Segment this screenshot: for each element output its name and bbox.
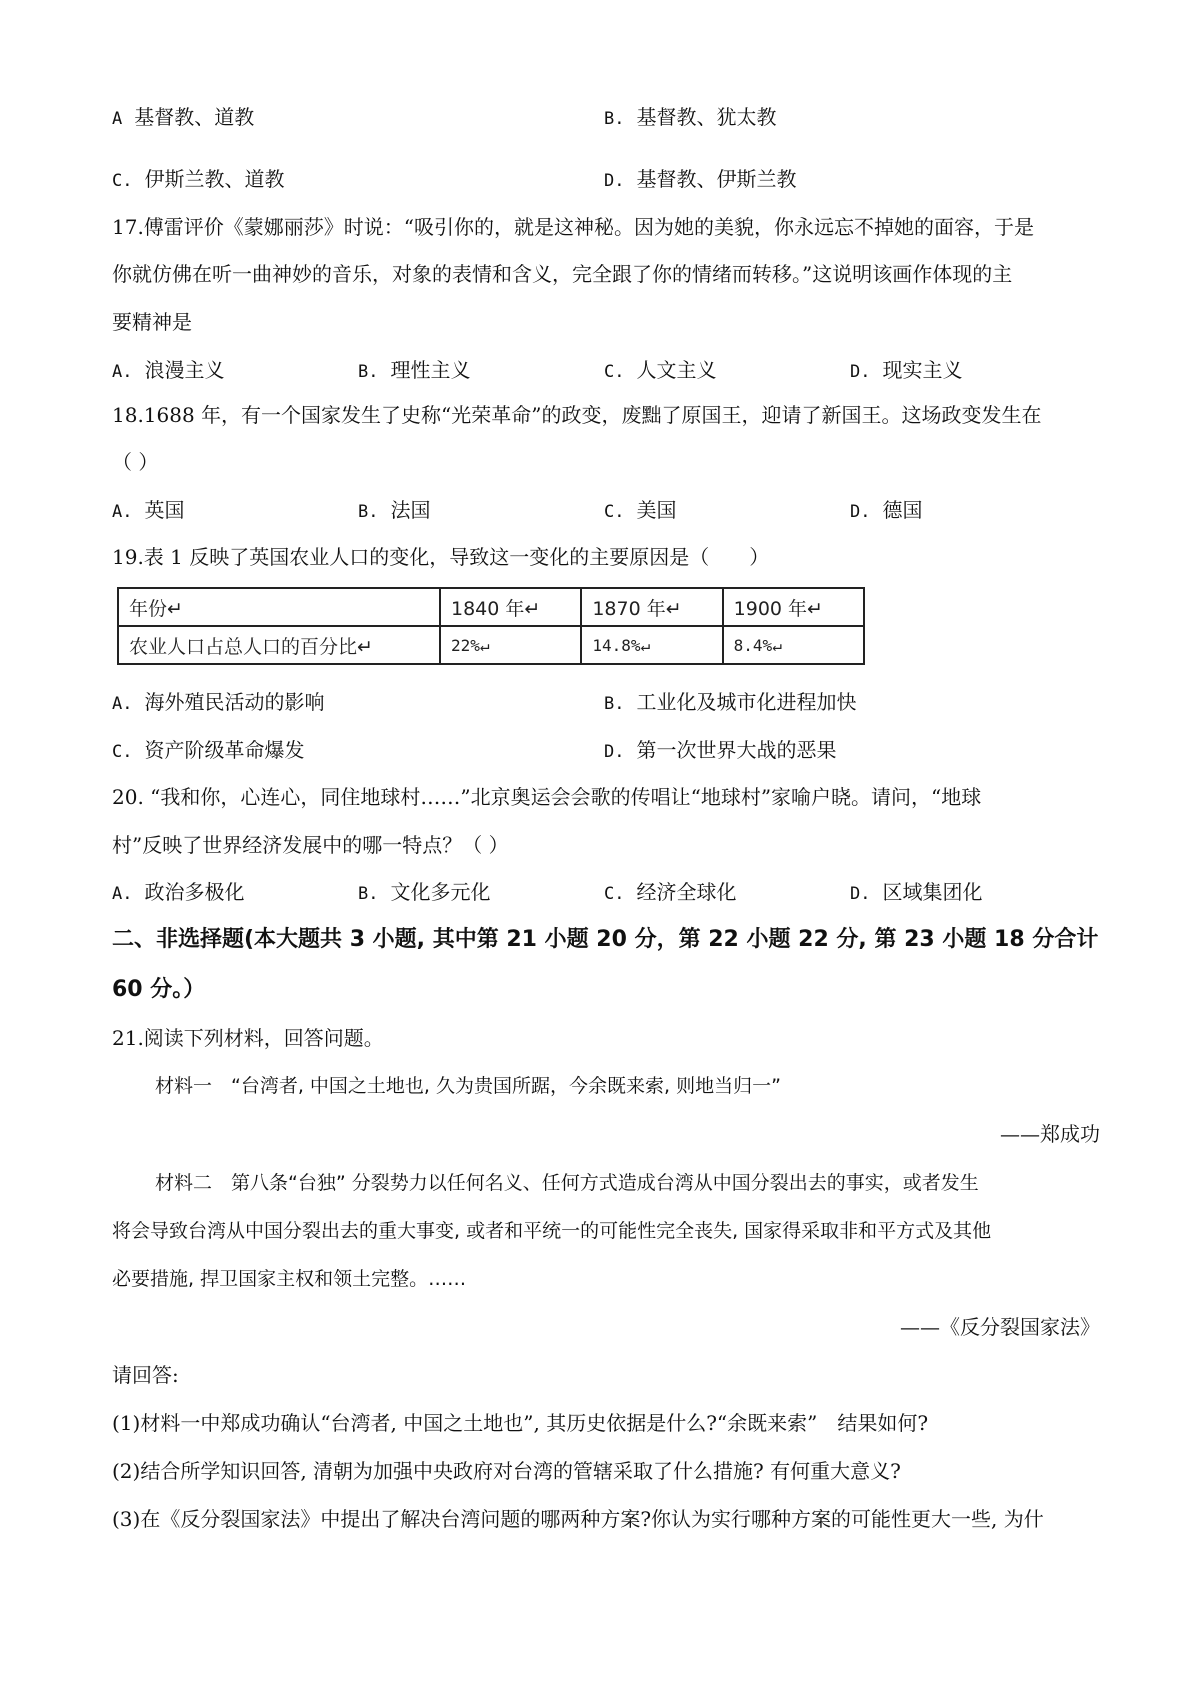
q18-stem-line-2: （ ） — [112, 450, 159, 474]
q19-option-b[interactable]: B. 工业化及城市化进程加快 — [604, 690, 857, 714]
q18-stem-line-1: 18.1688 年，有一个国家发生了史称“光荣革命”的政变，废黜了原国王，迎请了新国王。这场政变发生在 — [112, 403, 1042, 427]
q21-prompt: 请回答: — [112, 1363, 179, 1387]
q17-stem-line-3: 要精神是 — [112, 310, 192, 334]
q21-material-2-line-1: 材料二 第八条“台独” 分裂势力以任何名义、任何方式造成台湾从中国分裂出去的事实，或者发生 — [155, 1172, 979, 1194]
table-cell: 1870 年↵ — [581, 588, 722, 626]
q17-option-b[interactable]: B. 理性主义 — [358, 358, 471, 382]
q19-stem: 19.表 1 反映了英国农业人口的变化，导致这一变化的主要原因是（ ） — [112, 545, 770, 569]
table-header-row — [118, 588, 864, 626]
table-cell: 农业人口占总人口的百分比↵ — [118, 626, 440, 664]
q21-source-2: ——《反分裂国家法》 — [900, 1315, 1100, 1339]
q20-option-d[interactable]: D. 区域集团化 — [850, 880, 983, 904]
q18-option-b[interactable]: B. 法国 — [358, 498, 431, 522]
q16-option-c[interactable]: C. 伊斯兰教、道教 — [112, 167, 285, 191]
q16-option-d[interactable]: D. 基督教、伊斯兰教 — [604, 167, 797, 191]
q21-material-1: 材料一 “台湾者, 中国之土地也, 久为贵国所踞，今余既来索, 则地当归一” — [155, 1075, 781, 1097]
table-cell: 1900 年↵ — [723, 588, 864, 626]
q19-option-a[interactable]: A. 海外殖民活动的影响 — [112, 690, 325, 714]
table-row — [118, 626, 864, 664]
q17-option-c[interactable]: C. 人文主义 — [604, 358, 717, 382]
q17-stem-line-2: 你就仿佛在听一曲神妙的音乐，对象的表情和含义，完全跟了你的情绪而转移。”这说明该画作体现的主 — [112, 262, 1013, 286]
q17-stem-line-1: 17.傅雷评价《蒙娜丽莎》时说：“吸引你的，就是这神秘。因为她的美貌，你永远忘不掉她的面容，于是 — [112, 215, 1035, 239]
table-cell: 年份↵ — [118, 588, 440, 626]
q20-option-b[interactable]: B. 文化多元化 — [358, 880, 491, 904]
q17-option-d[interactable]: D. 现实主义 — [850, 358, 963, 382]
q21-question-1: (1)材料一中郑成功确认“台湾者, 中国之土地也”, 其历史依据是什么?“余既来索” 结果如何? — [112, 1411, 929, 1435]
q20-stem-line-2: 村”反映了世界经济发展中的哪一特点？（ ） — [112, 833, 509, 857]
q18-option-c[interactable]: C. 美国 — [604, 498, 677, 522]
q21-question-3: (3)在《反分裂国家法》中提出了解决台湾问题的哪两种方案?你认为实行哪种方案的可能性更大一些, 为什 — [112, 1507, 1044, 1531]
q20-option-c[interactable]: C. 经济全球化 — [604, 880, 737, 904]
q18-option-a[interactable]: A. 英国 — [112, 498, 185, 522]
q21-stem: 21.阅读下列材料，回答问题。 — [112, 1026, 384, 1050]
q20-option-a[interactable]: A. 政治多极化 — [112, 880, 245, 904]
q21-source-1: ——郑成功 — [1000, 1122, 1100, 1146]
section-heading-line-1: 二、非选择题(本大题共 3 小题, 其中第 21 小题 20 分，第 22 小题 22 分, 第 23 小题 18 分合计 — [112, 927, 1099, 952]
population-table — [117, 587, 865, 665]
q16-option-b[interactable]: B. 基督教、犹太教 — [604, 105, 777, 129]
q17-option-a[interactable]: A. 浪漫主义 — [112, 358, 225, 382]
q19-option-d[interactable]: D. 第一次世界大战的恶果 — [604, 738, 837, 762]
q21-material-2-line-2: 将会导致台湾从中国分裂出去的重大事变, 或者和平统一的可能性完全丧失, 国家得采取非和平方式及其他 — [112, 1220, 992, 1242]
q16-option-a[interactable]: A 基督教、道教 — [112, 105, 255, 129]
table-cell: 22%↵ — [440, 626, 581, 664]
table-cell: 1840 年↵ — [440, 588, 581, 626]
q18-option-d[interactable]: D. 德国 — [850, 498, 923, 522]
table-cell: 8.4%↵ — [723, 626, 864, 664]
q21-question-2: (2)结合所学知识回答, 清朝为加强中央政府对台湾的管辖采取了什么措施? 有何重大意义? — [112, 1459, 901, 1483]
table-cell: 14.8%↵ — [581, 626, 722, 664]
q21-material-2-line-3: 必要措施, 捍卫国家主权和领土完整。…… — [112, 1268, 467, 1290]
q20-stem-line-1: 20. “我和你，心连心，同住地球村……”北京奥运会会歌的传唱让“地球村”家喻户晓。请问，“地球 — [112, 785, 982, 809]
section-heading-line-2: 60 分。） — [112, 977, 206, 1002]
q19-option-c[interactable]: C. 资产阶级革命爆发 — [112, 738, 305, 762]
